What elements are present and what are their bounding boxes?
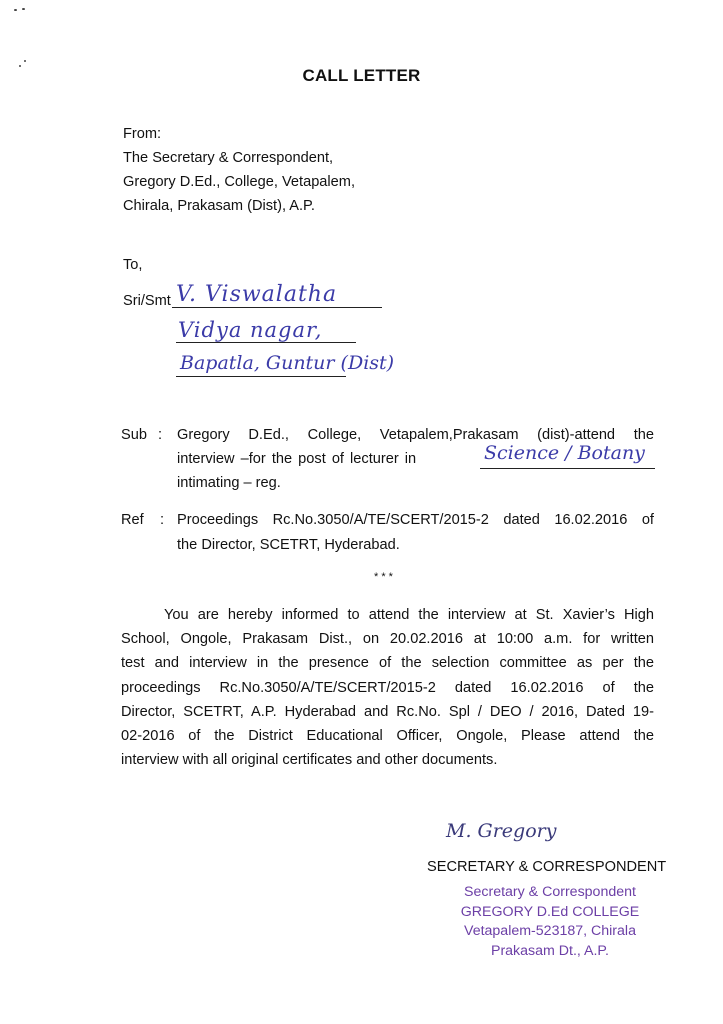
body-paragraph <box>121 603 654 772</box>
sub-text-line: interview –for the post of lecturer in <box>177 451 417 467</box>
address-underline <box>176 342 356 343</box>
ref-text-line: Proceedings Rc.No.3050/A/TE/SCERT/2015-2 dated 16.02.2016 of <box>177 512 654 528</box>
subject-handwritten: Science / Botany <box>484 442 645 464</box>
page-title: CALL LETTER <box>302 66 421 85</box>
scan-speck <box>14 9 17 11</box>
scan-speck <box>22 8 25 10</box>
stamp-line: Prakasam Dt., A.P. <box>490 942 609 959</box>
sub-label: Sub <box>121 427 147 443</box>
address-underline <box>176 376 346 377</box>
separator: * * * <box>374 571 393 583</box>
salutation-label: Sri/Smt <box>123 293 171 309</box>
addressee-line: Bapatla, Guntur (Dist) <box>180 352 395 374</box>
from-line: Chirala, Prakasam (Dist), A.P. <box>123 198 315 214</box>
body-line: You are hereby informed to attend the interview at St. Xavier’s High <box>164 607 654 623</box>
signature: M. Gregory <box>446 820 557 842</box>
sub-text-line: Gregory D.Ed., College, Vetapalem,Prakasam (dist)-attend the <box>177 427 654 443</box>
sub-text-line: intimating – reg. <box>177 475 281 491</box>
stamp-line: GREGORY D.Ed COLLEGE <box>460 903 640 920</box>
college-stamp <box>430 883 670 961</box>
to-label: To, <box>123 257 143 273</box>
body-line: interview with all original certificates and other documents. <box>121 752 498 769</box>
body-line: Director, SCETRT, A.P. Hyderabad and Rc.No. Spl / DEO / 2016, Dated 19- <box>121 703 654 720</box>
addressee-name: V. Viswalatha <box>176 282 338 307</box>
from-label: From: <box>123 126 162 142</box>
stamp-line: Secretary & Correspondent <box>464 884 636 900</box>
subject-underline <box>480 468 655 469</box>
body-line: School, Ongole, Prakasam Dist., on 20.02.2016 at 10:00 a.m. for written <box>121 631 654 648</box>
stamp-line: Vetapalem-523187, Chirala <box>464 923 636 939</box>
body-line: proceedings Rc.No.3050/A/TE/SCERT/2015-2 dated 16.02.2016 of the <box>121 679 654 696</box>
address-underline <box>172 307 382 308</box>
scan-speck <box>24 60 26 62</box>
sub-colon: : <box>158 427 163 443</box>
ref-label: Ref <box>121 512 144 528</box>
ref-colon: : <box>160 512 165 528</box>
body-line: test and interview in the presence of the selection committee as per the <box>121 655 654 672</box>
body-line: 02-2016 of the District Educational Officer, Ongole, Please attend the <box>121 728 654 745</box>
addressee-line: Vidya nagar, <box>178 318 323 342</box>
signatory-designation: SECRETARY & CORRESPONDENT <box>427 859 667 875</box>
from-line: The Secretary & Correspondent, <box>123 150 334 166</box>
from-line: Gregory D.Ed., College, Vetapalem, <box>123 174 355 190</box>
ref-text-line: the Director, SCETRT, Hyderabad. <box>177 537 400 553</box>
